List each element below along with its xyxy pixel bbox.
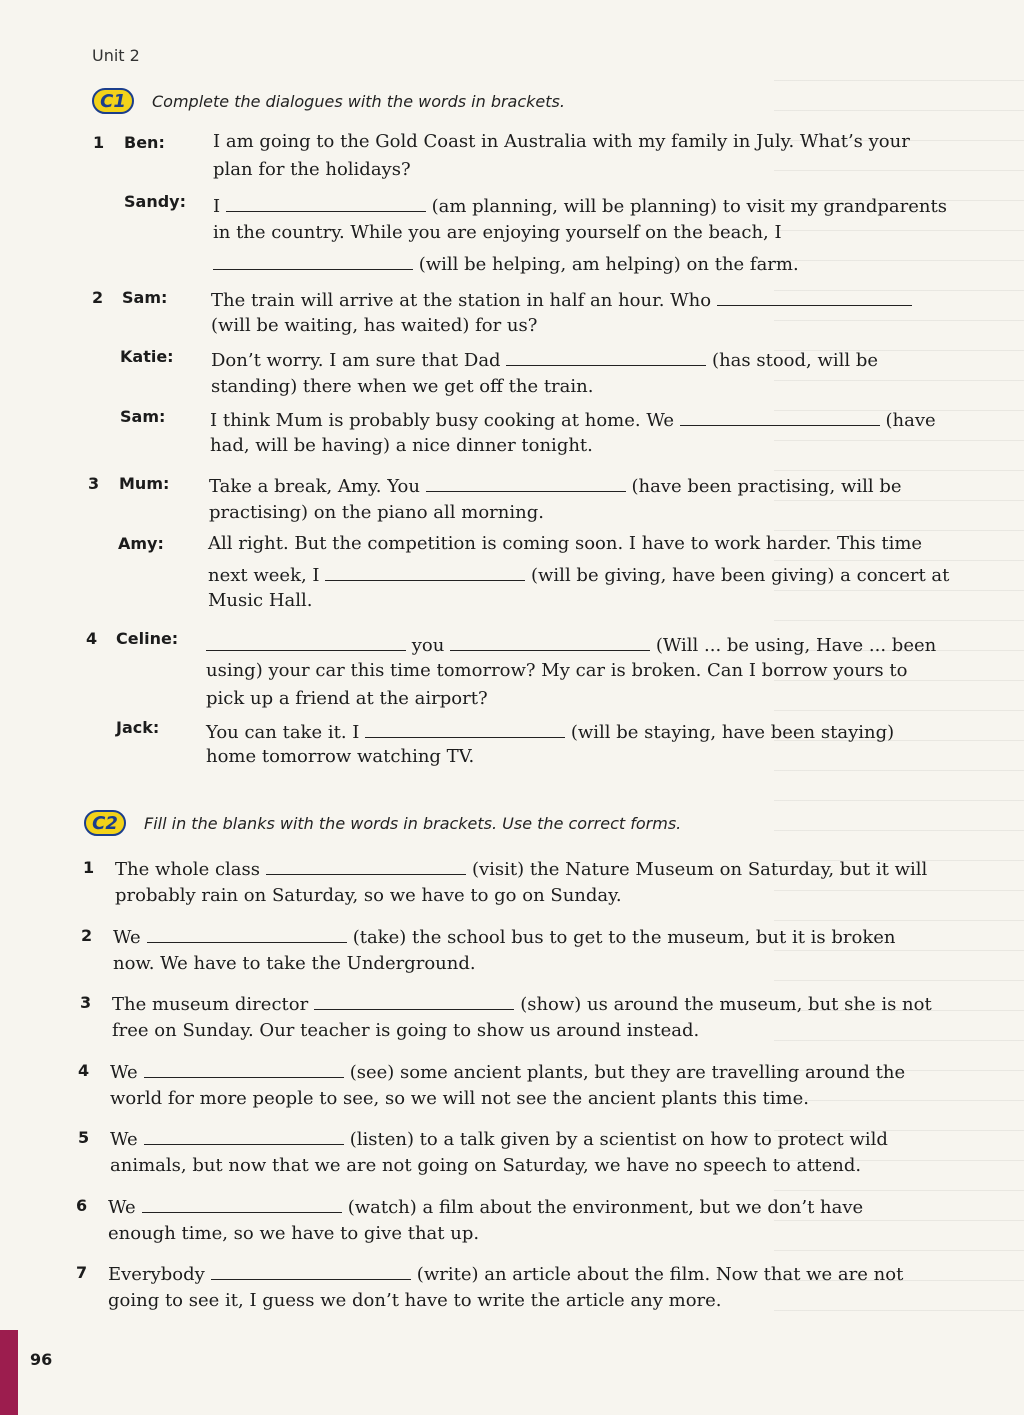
c2-item-continuation: enough time, so we have to give that up. (108, 1223, 480, 1244)
answer-blank[interactable] (314, 991, 514, 1010)
dialogue-line: using) your car this time tomorrow? My car is broken. Can I borrow yours to (206, 660, 908, 681)
bleed-through-text (774, 80, 1024, 1340)
c2-item-line (112, 991, 932, 1015)
answer-blank[interactable] (325, 562, 525, 581)
c2-item-number: 3 (80, 993, 92, 1012)
line-text: Don’t worry. I am sure that Dad (211, 350, 501, 371)
dialogue-line: pick up a friend at the airport? (206, 688, 488, 709)
c2-item-line (110, 1059, 905, 1083)
unit-label: Unit 2 (92, 46, 140, 65)
page-color-bar (0, 1330, 18, 1415)
line-text: (has stood, will be (712, 350, 879, 371)
answer-blank[interactable] (213, 251, 413, 270)
line-text: (am planning, will be planning) to visit my grandparents (431, 196, 947, 217)
page-number: 96 (30, 1350, 53, 1369)
dialogue-line: practising) on the piano all morning. (209, 502, 544, 523)
dialogue-line (206, 632, 936, 656)
dialogue-line (209, 473, 902, 497)
dialogue-line (213, 251, 799, 275)
answer-blank[interactable] (680, 407, 880, 426)
line-text: We (110, 1062, 138, 1083)
answer-blank[interactable] (450, 632, 650, 651)
line-text: (will be helping, am helping) on the farm. (418, 254, 799, 275)
dialogue-line: in the country. While you are enjoying yourself on the beach, I (213, 222, 782, 243)
dialogue-line (211, 347, 878, 371)
c2-item-continuation: animals, but now that we are not going on Saturday, we have no speech to attend. (110, 1155, 862, 1176)
line-text: next week, I (208, 565, 320, 586)
c1-instruction: Complete the dialogues with the words in brackets. (152, 91, 565, 111)
c2-item-number: 2 (81, 926, 93, 945)
speaker-label: Sandy: (124, 192, 186, 211)
speaker-label: Amy: (118, 534, 164, 553)
dialogue-line (213, 193, 947, 217)
line-text: We (110, 1129, 138, 1150)
c1-item-number: 2 (92, 288, 104, 307)
dialogue-line (208, 562, 949, 586)
line-text: you (411, 635, 445, 656)
line-text: (show) us around the museum, but she is not (520, 994, 932, 1015)
speaker-label: Sam: (122, 288, 168, 307)
c2-item-number: 1 (83, 858, 95, 877)
dialogue-line: (will be waiting, has waited) for us? (211, 315, 538, 336)
answer-blank[interactable] (506, 347, 706, 366)
dialogue-line (210, 407, 936, 431)
answer-blank[interactable] (426, 473, 626, 492)
line-text: Take a break, Amy. You (209, 476, 420, 497)
c1-item-number: 4 (86, 629, 98, 648)
line-text: (have (885, 410, 936, 431)
line-text: The whole class (115, 859, 260, 880)
c2-item-line (108, 1261, 903, 1285)
line-text: (take) the school bus to get to the museum, but it is broken (352, 927, 896, 948)
c2-item-continuation: free on Sunday. Our teacher is going to show us around instead. (112, 1020, 700, 1041)
c2-item-line (115, 856, 927, 880)
dialogue-line (206, 719, 894, 743)
line-text: (see) some ancient plants, but they are travelling around the (349, 1062, 906, 1083)
line-text: I (213, 196, 221, 217)
c2-item-number: 7 (76, 1263, 88, 1282)
c2-item-number: 5 (78, 1128, 90, 1147)
c2-item-continuation: probably rain on Saturday, so we have to go on Sunday. (115, 885, 622, 906)
line-text: You can take it. I (206, 722, 360, 743)
c1-item-number: 1 (93, 133, 105, 152)
line-text: (listen) to a talk given by a scientist on how to protect wild (349, 1129, 888, 1150)
answer-blank[interactable] (266, 856, 466, 875)
line-text: We (113, 927, 141, 948)
c1-badge: C1 (92, 88, 134, 114)
line-text: (Will ... be using, Have ... been (655, 635, 937, 656)
line-text: (have been practising, will be (631, 476, 902, 497)
dialogue-line: standing) there when we get off the train. (211, 376, 594, 397)
answer-blank[interactable] (144, 1126, 344, 1145)
speaker-label: Katie: (120, 347, 174, 366)
answer-blank[interactable] (717, 287, 912, 306)
dialogue-line: had, will be having) a nice dinner tonight. (210, 435, 593, 456)
c2-item-line (110, 1126, 888, 1150)
c2-item-number: 6 (76, 1196, 88, 1215)
dialogue-line: I am going to the Gold Coast in Australia with my family in July. What’s your (213, 131, 910, 152)
answer-blank[interactable] (211, 1261, 411, 1280)
dialogue-line: plan for the holidays? (213, 159, 411, 180)
line-text: (will be staying, have been staying) (570, 722, 895, 743)
line-text: We (108, 1197, 136, 1218)
line-text: Everybody (108, 1264, 205, 1285)
speaker-label: Ben: (124, 133, 165, 152)
line-text: (visit) the Nature Museum on Saturday, but it will (471, 859, 928, 880)
c1-header (92, 88, 565, 114)
speaker-label: Sam: (120, 407, 166, 426)
answer-blank[interactable] (365, 719, 565, 738)
dialogue-line: All right. But the competition is coming soon. I have to work harder. This time (208, 533, 923, 554)
c2-badge: C2 (84, 810, 126, 836)
c2-item-line (108, 1194, 863, 1218)
speaker-label: Jack: (116, 718, 160, 737)
c2-item-continuation: world for more people to see, so we will not see the ancient plants this time. (110, 1088, 809, 1109)
dialogue-line: home tomorrow watching TV. (206, 746, 475, 767)
line-text: The train will arrive at the station in half an hour. Who (211, 290, 712, 311)
speaker-label: Celine: (116, 629, 179, 648)
line-text: (watch) a film about the environment, but we don’t have (347, 1197, 864, 1218)
c2-header (84, 810, 681, 836)
c2-item-line (113, 924, 896, 948)
line-text: (will be giving, have been giving) a concert at (531, 565, 950, 586)
answer-blank[interactable] (142, 1194, 342, 1213)
speaker-label: Mum: (119, 474, 170, 493)
c2-item-continuation: now. We have to take the Underground. (113, 953, 476, 974)
line-text: The museum director (112, 994, 309, 1015)
dialogue-line (211, 287, 912, 311)
answer-blank[interactable] (144, 1059, 344, 1078)
dialogue-line: Music Hall. (208, 590, 313, 611)
answer-blank[interactable] (226, 193, 426, 212)
c2-item-continuation: going to see it, I guess we don’t have to write the article any more. (108, 1290, 722, 1311)
answer-blank[interactable] (147, 924, 347, 943)
c1-item-number: 3 (88, 474, 100, 493)
line-text: (write) an article about the film. Now that we are not (416, 1264, 904, 1285)
c2-item-number: 4 (78, 1061, 90, 1080)
line-text: I think Mum is probably busy cooking at home. We (210, 410, 675, 431)
c2-instruction: Fill in the blanks with the words in brackets. Use the correct forms. (144, 813, 682, 833)
answer-blank[interactable] (206, 632, 406, 651)
